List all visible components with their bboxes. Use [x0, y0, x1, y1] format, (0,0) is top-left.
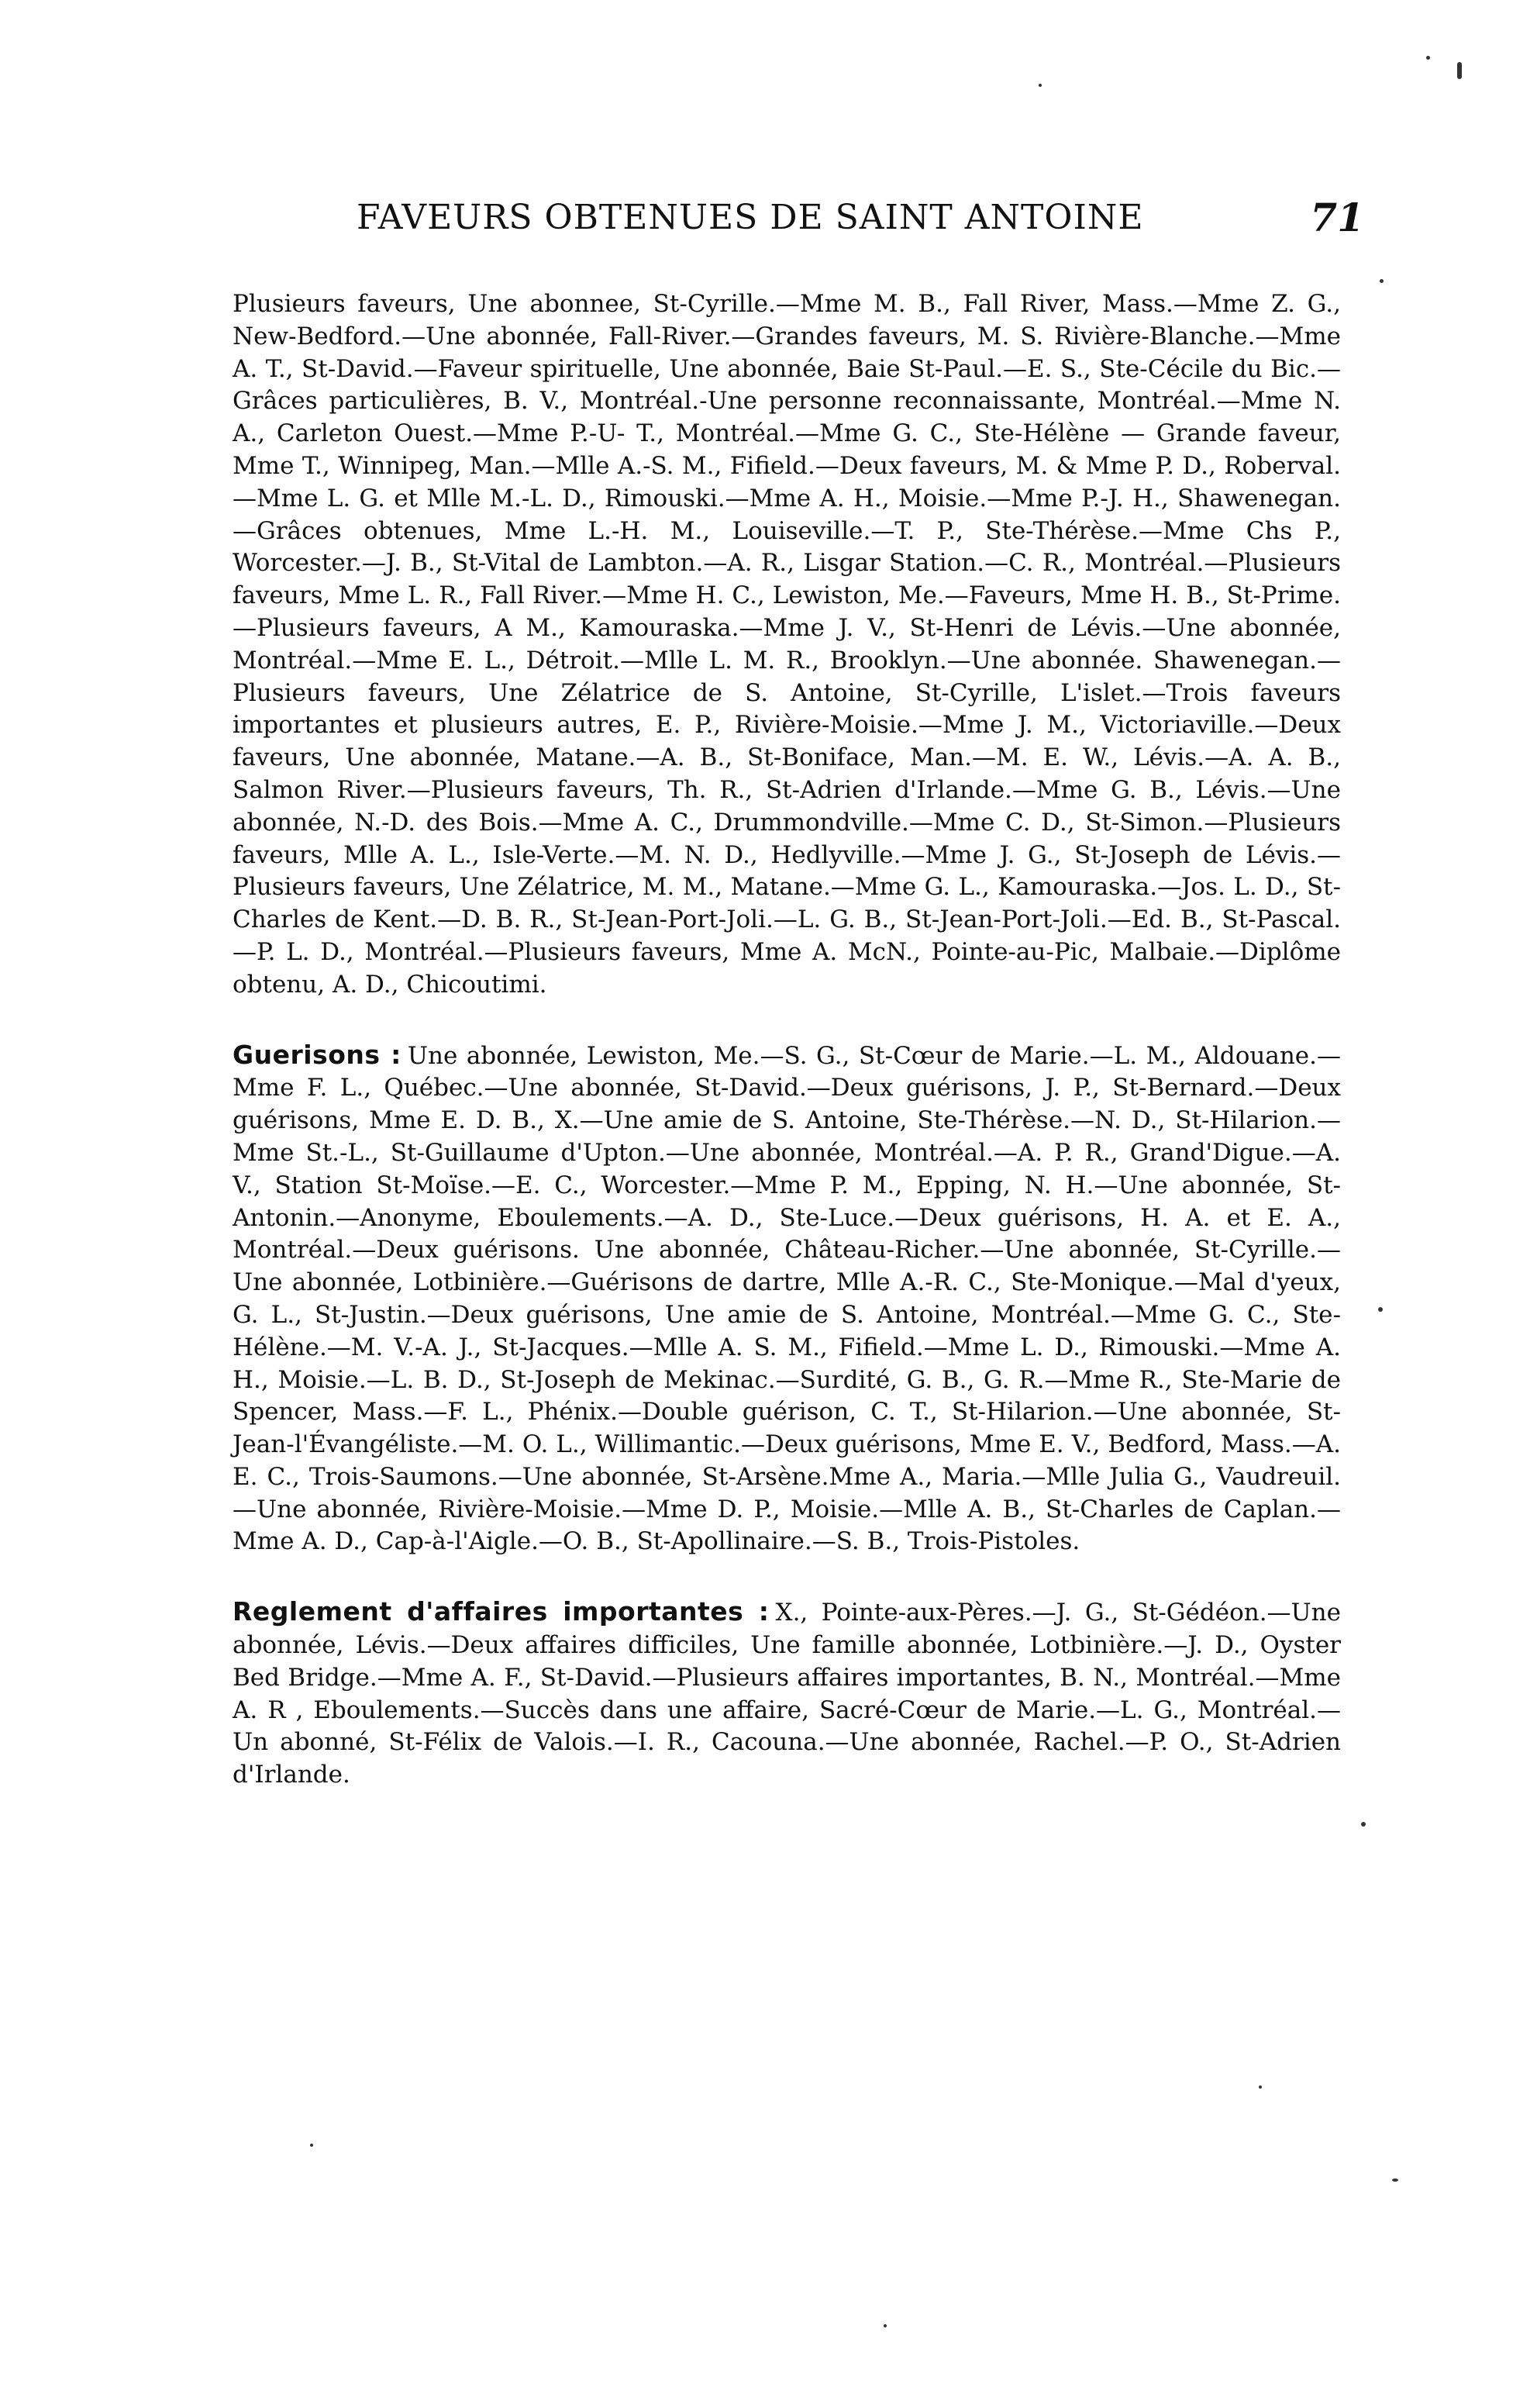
scan-speck [1392, 2179, 1398, 2182]
body-text [233, 288, 1341, 1792]
scan-speck [1380, 279, 1384, 283]
affaires-paragraph [233, 1596, 1341, 1792]
guerisons-text: Une abonnée, Lewiston, Me.—S. G., St-Cœur de Marie.—L. M., Aldouane.—Mme F. L., Québec.—Une abonnée, St-David.—Deux guérisons, J. P., St-Bernard.—Deux guérisons, Mme E. D. B., X.—Une amie de S. Antoine, Ste-Thérèse.—N. D., St-Hilarion.—Mme St.-L., St-Guillaume d'Upton.—Une abonnée, Montréal.—A. P. R., Grand'Digue.—A. V., Station St-Moïse.—E. C., Worcester.—Mme P. M., Epping, N. H.—Une abonnée, St-Antonin.—Anonyme, Eboulements.—A. D., Ste-Luce.—Deux guérisons, H. A. et E. A., Montréal.—Deux guérisons. Une abonnée, Château-Richer.—Une abonnée, St-Cyrille.—Une abonnée, Lotbinière.—Guérisons de dartre, Mlle A.-R. C., Ste-Monique.—Mal d'yeux, G. L., St-Justin.—Deux guérisons, Une amie de S. Antoine, Montréal.—Mme G. C., Ste-Hélène.—M. V.-A. J., St-Jacques.—Mlle A. S. M., Fifield.—Mme L. D., Rimouski.—Mme A. H., Moisie.—L. B. D., St-Joseph de Mekinac.—Surdité, G. B., G. R.—Mme R., Ste-Marie de Spencer, Mass.—F. L., Phénix.—Double guérison, C. T., St-Hilarion.—Une abonnée, St-Jean-l'Évangéliste.—M. O. L., Willimantic.—Deux guérisons, Mme E. V., Bedford, Mass.—A. E. C., Trois-Saumons.—Une abonnée, St-Arsène.Mme A., Maria.—Mlle Julia G., Vaudreuil.—Une abonnée, Rivière-Moisie.—Mme D. P., Moisie.—Mlle A. B., St-Charles de Caplan.—Mme A. D., Cap-à-l'Aigle.—O. B., St-Apollinaire.—S. B., Trois-Pistoles. [233, 1041, 1341, 1556]
faveurs-paragraph [233, 288, 1341, 1002]
scan-speck [884, 2324, 887, 2327]
scan-speck [1361, 1822, 1366, 1827]
affaires-text: X., Pointe-aux-Pères.—J. G., St-Gédéon.—Une abonnée, Lévis.—Deux affaires difficiles, Une famille abonnée, Lotbinière.—J. D., Oyster Bed Bridge.—Mme A. F., St-David.—Plusieurs affaires importantes, B. N., Montréal.—Mme A. R , Eboulements.—Succès dans une affaire, Sacré-Cœur de Marie.—L. G., Montréal.—Un abonné, St-Félix de Valois.—I. R., Cacouna.—Une abonnée, Rachel.—P. O., St-Adrien d'Irlande. [233, 1599, 1341, 1789]
scan-speck [1039, 84, 1042, 87]
scan-speck [310, 2144, 313, 2147]
scan-speck [1426, 56, 1430, 60]
scan-speck [1378, 1307, 1383, 1312]
page-number: 71 [1310, 195, 1364, 240]
affaires-heading: Reglement d'affaires importantes : [233, 1596, 770, 1627]
faveurs-text: Plusieurs faveurs, Une abonnee, St-Cyrille.—Mme M. B., Fall River, Mass.—Mme Z. G., New-Bedford.—Une abonnée, Fall-River.—Grandes faveurs, M. S. Rivière-Blanche.—Mme A. T., St-David.—Faveur spirituelle, Une abonnée, Baie St-Paul.—E. S., Ste-Cécile du Bic.—Grâces particulières, B. V., Montréal.-Une personne reconnaissante, Montréal.—Mme N. A., Carleton Ouest.—Mme P.-U- T., Montréal.—Mme G. C., Ste-Hélène — Grande faveur, Mme T., Winnipeg, Man.—Mlle A.-S. M., Fifield.—Deux faveurs, M. & Mme P. D., Roberval.—Mme L. G. et Mlle M.-L. D., Rimouski.—Mme A. H., Moisie.—Mme P.-J. H., Shawenegan.—Grâces obtenues, Mme L.-H. M., Louiseville.—T. P., Ste-Thérèse.—Mme Chs P., Worcester.—J. B., St-Vital de Lambton.—A. R., Lisgar Station.—C. R., Montréal.—Plusieurs faveurs, Mme L. R., Fall River.—Mme H. C., Lewiston, Me.—Faveurs, Mme H. B., St-Prime.—Plusieurs faveurs, A M., Kamouraska.—Mme J. V., St-Henri de Lévis.—Une abonnée, Montréal.—Mme E. L., Détroit.—Mlle L. M. R., Brooklyn.—Une abonnée. Shawenegan.—Plusieurs faveurs, Une Zélatrice de S. Antoine, St-Cyrille, L'islet.—Trois faveurs importantes et plusieurs autres, E. P., Rivière-Moisie.—Mme J. M., Victoriaville.—Deux faveurs, Une abonnée, Matane.—A. B., St-Boniface, Man.—M. E. W., Lévis.—A. A. B., Salmon River.—Plusieurs faveurs, Th. R., St-Adrien d'Irlande.—Mme G. B., Lévis.—Une abonnée, N.-D. des Bois.—Mme A. C., Drummondville.—Mme C. D., St-Simon.—Plusieurs faveurs, Mlle A. L., Isle-Verte.—M. N. D., Hedlyville.—Mme J. G., St-Joseph de Lévis.—Plusieurs faveurs, Une Zélatrice, M. M., Matane.—Mme G. L., Kamouraska.—Jos. L. D., St-Charles de Kent.—D. B. R., St-Jean-Port-Joli.—L. G. B., St-Jean-Port-Joli.—Ed. B., St-Pascal.—P. L. D., Montréal.—Plusieurs faveurs, Mme A. McN., Pointe-au-Pic, Malbaie.—Diplôme obtenu, A. D., Chicoutimi. [233, 290, 1341, 999]
guerisons-heading: Guerisons : [233, 1039, 401, 1070]
running-title: FAVEURS OBTENUES DE SAINT ANTOINE [357, 198, 1144, 237]
scan-speck [1457, 62, 1462, 79]
guerisons-paragraph [233, 1039, 1341, 1559]
page-header [233, 195, 1364, 244]
scan-speck [1259, 2085, 1262, 2089]
